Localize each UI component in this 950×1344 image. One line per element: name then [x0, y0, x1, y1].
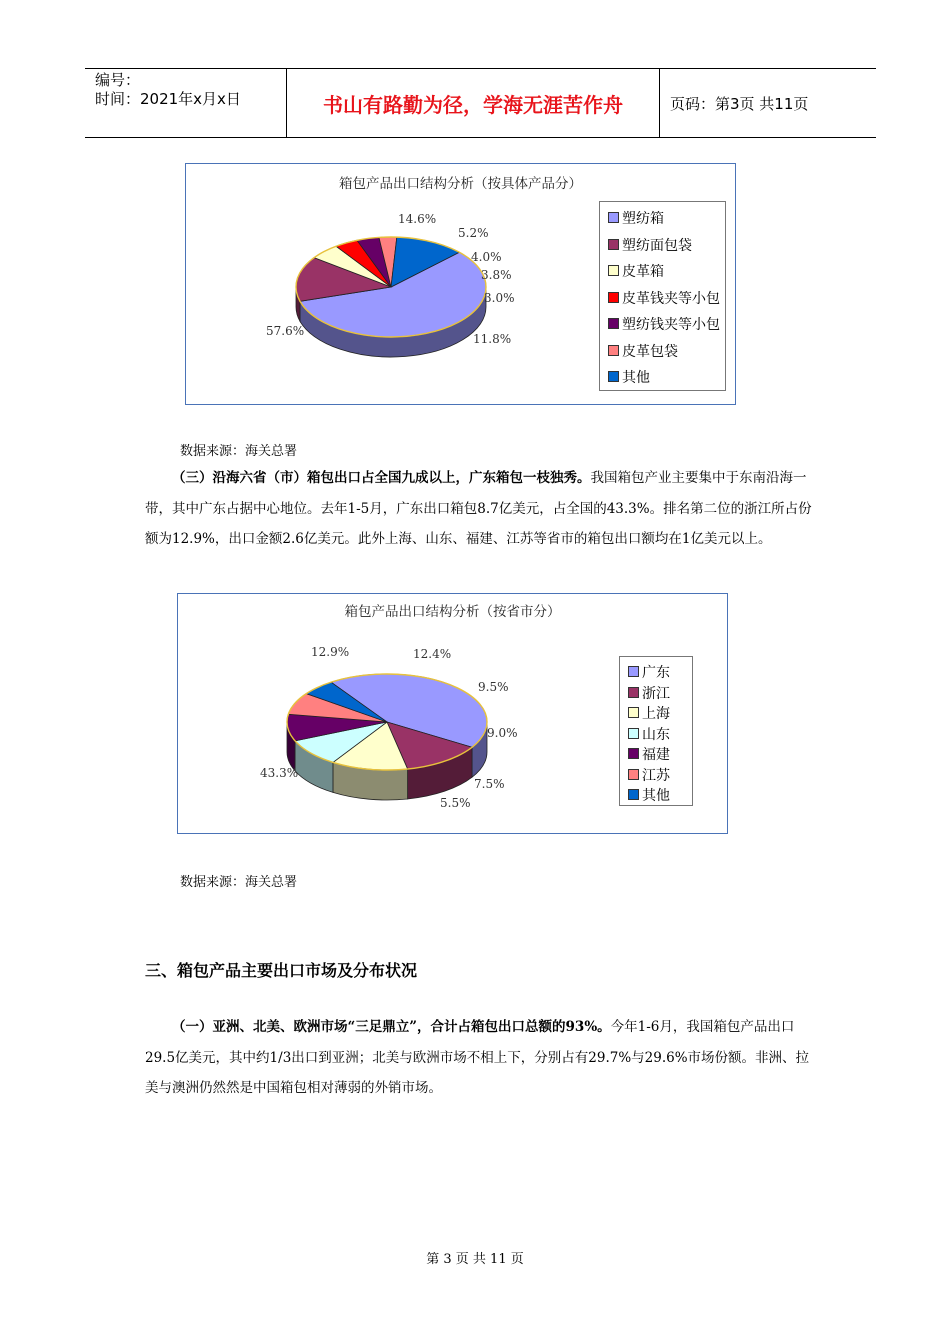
legend-label: 山东: [642, 726, 670, 743]
chart-legend: [619, 656, 693, 806]
paragraph-markets: [145, 1012, 817, 1104]
legend-label: 上海: [642, 706, 670, 722]
paragraph-heading: （三）沿海六省（市）箱包出口占全国九成以上，广东箱包一枝独秀。: [172, 470, 591, 486]
product-export-pie-chart: [185, 163, 736, 405]
pie-data-label: 7.5%: [474, 777, 505, 791]
legend-label: 其他: [622, 370, 650, 386]
legend-label: 塑纺箱: [622, 211, 664, 227]
legend-swatch: [608, 292, 619, 303]
pie-data-label: 4.0%: [471, 250, 502, 264]
section-heading: 三、箱包产品主要出口市场及分布状况: [145, 961, 418, 980]
legend-swatch: [608, 239, 619, 250]
legend-label: 塑纺钱夹等小包: [622, 317, 720, 333]
legend-swatch: [628, 789, 639, 800]
pie-data-label: 12.9%: [311, 645, 350, 659]
paragraph-text: 我国箱包产业主要集中于东南沿海一带，其中广东占据中心地位。去年1-5月，广东出口箱包8.7亿美元，占全国的43.3%。排名第二位的浙江所占份额为12.9%，出口金额2.6亿美元。此外上海、山东、福建、江苏等省市的箱包出口额均在1亿美元以上。: [145, 470, 812, 547]
pie-data-label: 14.6%: [398, 212, 437, 226]
legend-label: 其他: [642, 788, 670, 804]
header-page-label: 页码：第3页 共11页: [670, 94, 809, 113]
legend-swatch: [608, 265, 619, 276]
legend-label: 江苏: [642, 767, 670, 784]
legend-swatch: [608, 345, 619, 356]
pie-data-label: 3.8%: [481, 268, 512, 282]
page-header: [85, 68, 876, 138]
pie-data-label: 5.5%: [440, 796, 471, 810]
pie-data-label: 9.5%: [478, 680, 509, 694]
chart-title: 箱包产品出口结构分析（按具体产品分）: [339, 176, 582, 192]
pie-data-label: 43.3%: [260, 766, 299, 780]
legend-swatch: [608, 371, 619, 382]
paragraph-text: 今年1-6月，我国箱包产品出口29.5亿美元，其中约1/3出口到亚洲；北美与欧洲市场不相上下，分别占有29.7%与29.6%市场份额。非洲、拉美与澳洲仍然然是中国箱包相对薄弱的外销市场。: [145, 1019, 810, 1096]
pie-data-label: 9.0%: [487, 726, 518, 740]
header-motto: 书山有路勤为径，学海无涯苦作舟: [287, 69, 660, 137]
legend-swatch: [608, 212, 619, 223]
time-label: 时间：2021年x月x日: [95, 90, 241, 108]
legend-swatch: [608, 318, 619, 329]
number-label: 编号：: [95, 71, 141, 89]
legend-swatch: [628, 687, 639, 698]
pie-data-label: 3.0%: [484, 291, 515, 305]
legend-label: 浙江: [642, 685, 670, 702]
legend-label: 广东: [642, 665, 670, 681]
legend-swatch: [628, 707, 639, 718]
legend-label: 皮革箱: [622, 264, 664, 280]
header-info: [85, 69, 287, 137]
chart-source: 数据来源：海关总署: [180, 444, 298, 459]
chart-title: 箱包产品出口结构分析（按省市分）: [344, 604, 561, 620]
legend-swatch: [628, 748, 639, 759]
legend-label: 皮革包袋: [622, 343, 678, 360]
chart-source: 数据来源：海关总署: [180, 875, 298, 890]
pie-data-label: 11.8%: [473, 332, 512, 346]
chart-legend: [599, 201, 726, 391]
legend-label: 塑纺面包袋: [622, 237, 692, 254]
paragraph-provinces: [145, 463, 817, 555]
paragraph-heading: （一）亚洲、北美、欧洲市场“三足鼎立”，合计占箱包出口总额的93%。: [172, 1019, 611, 1035]
province-export-pie-chart: [177, 593, 728, 834]
pie-data-label: 57.6%: [266, 324, 305, 338]
legend-label: 皮革钱夹等小包: [622, 290, 720, 307]
pie-data-label: 12.4%: [413, 647, 452, 661]
page-footer: 第 3 页 共 11 页: [426, 1252, 524, 1267]
legend-swatch: [628, 728, 639, 739]
legend-swatch: [628, 769, 639, 780]
pie-data-label: 5.2%: [458, 226, 489, 240]
legend-swatch: [628, 666, 639, 677]
legend-label: 福建: [642, 747, 670, 763]
